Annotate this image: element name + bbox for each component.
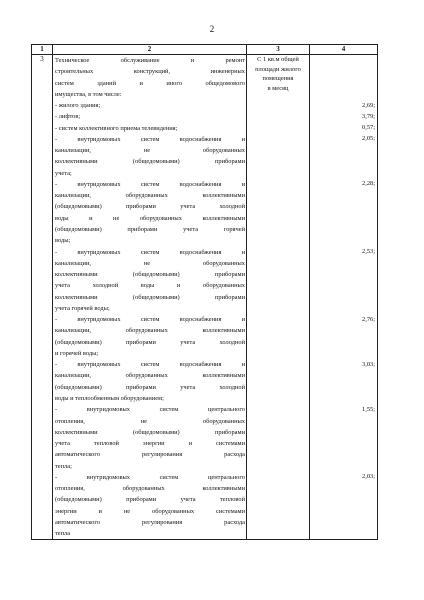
description-line: (общедомовыми) приборами учета тепловой (55, 496, 245, 504)
description-line: канализации, не оборудованных (55, 259, 245, 267)
description-line: воды и не оборудованных коллективными (55, 214, 245, 222)
list-item (55, 359, 245, 404)
description-line: - жилого здания; (55, 102, 101, 110)
rate-list (310, 55, 377, 539)
header-col-4: 4 (310, 45, 378, 55)
description-line: - внутридомовых систем водоснабжения и (55, 180, 245, 188)
description-line: - внутридомовых систем центрального (55, 406, 245, 414)
list-item (55, 111, 245, 122)
description-line: Техническое обслуживание и ремонт (55, 57, 245, 64)
page-number: 2 (209, 24, 215, 34)
description-line: - внутридомовых систем водоснабжения и (55, 248, 245, 256)
description-line: канализации, оборудованных коллективными (55, 372, 245, 380)
description-line: систем зданий и иного общедомового (55, 79, 245, 87)
description-line: (общедомовыми) приборами учета холодной (55, 338, 245, 346)
unit-cell (247, 55, 310, 540)
description-line: - внутридомовых систем водоснабжения и (55, 361, 245, 369)
description-line: канализации, оборудованных коллективными (55, 327, 245, 335)
description-line: учета тепловой энергии и системами (55, 440, 245, 448)
description-line: автоматического регулирования расхода (55, 518, 245, 526)
description-line: (общедомовыми) приборами учета холодной (55, 203, 245, 211)
list-item (55, 404, 245, 472)
description-line: коллективными (общедомовыми) приборами (55, 271, 245, 279)
description-line: - внутридомовых систем водоснабжения и (55, 135, 245, 143)
description-line: (общедомовыми) приборами учета холодной (55, 383, 245, 391)
list-item (55, 472, 245, 540)
description-line: учета холодной воды и оборудованных (55, 282, 245, 290)
description-line: канализации, оборудованных коллективными (55, 192, 245, 200)
description-line: коллективными (общедомовыми) приборами (55, 158, 245, 166)
list-item (55, 100, 245, 111)
unit-line: помещения (262, 75, 294, 83)
description-line: имущества, в том числе: (55, 90, 122, 98)
description-line: учета горячей воды; (55, 304, 110, 312)
rate-value: 3,79; (362, 112, 375, 120)
description-line: и горячей воды; (55, 349, 99, 357)
list-item (55, 314, 245, 359)
description-line: учета; (55, 169, 72, 177)
tariff-table (31, 44, 378, 540)
rate-value: 2,05; (362, 135, 375, 143)
description-line: автоматического регулирования расхода (55, 451, 245, 459)
list-item (55, 123, 245, 134)
rate-value: 2,53; (362, 248, 375, 256)
row-index: 3 (32, 55, 53, 540)
description-line: воды и теплообменным оборудованием; (55, 394, 164, 402)
header-col-3: 3 (247, 45, 310, 55)
description-line: - лифтов; (55, 113, 81, 121)
description-line: канализации, не оборудованных (55, 147, 245, 155)
unit-line: площади жилого (255, 65, 301, 73)
rate-value: 1,55; (362, 405, 375, 413)
description-cell (53, 55, 247, 540)
description-line: энергии и не оборудованных системами (55, 507, 245, 515)
description-line: строительных конструкций, инженерных (55, 68, 245, 76)
rate-value: 2,69; (362, 101, 375, 109)
rate-cell (310, 55, 378, 540)
description-line: коллективными (общедомовыми) приборами (55, 428, 245, 436)
rate-value: 0,57; (362, 124, 375, 132)
unit-line: С 1 кв.м общей (257, 56, 299, 63)
description-line: - внутридомовых систем центрального (55, 473, 245, 481)
description-line: - систем коллективного приема телевидения; (55, 124, 178, 132)
description-line: воды; (55, 237, 71, 245)
header-col-1: 1 (32, 45, 53, 55)
description-line: тепла (55, 530, 71, 538)
description-line: коллективными (общедомовыми) приборами (55, 293, 245, 301)
table-header-row (32, 45, 378, 55)
list-item (55, 55, 245, 100)
rate-value: 2,03; (362, 473, 375, 481)
unit-line: в месяц (267, 84, 289, 92)
rate-value: 2,76; (362, 315, 375, 323)
list-item (55, 134, 245, 179)
description-line: отопления, оборудованных коллективными (55, 485, 245, 493)
description-list (55, 55, 245, 539)
description-line: отопления, не оборудованных (55, 417, 245, 425)
list-item (55, 179, 245, 247)
description-line: - внутридомовых систем водоснабжения и (55, 316, 245, 324)
description-line: тепла; (55, 462, 72, 470)
description-line: (общедомовыми) приборами учета горячей (55, 225, 245, 233)
rate-value: 2,28; (362, 180, 375, 188)
rate-value: 3,03; (362, 360, 375, 368)
header-col-2: 2 (53, 45, 247, 55)
list-item (55, 247, 245, 315)
table-row (32, 55, 378, 540)
